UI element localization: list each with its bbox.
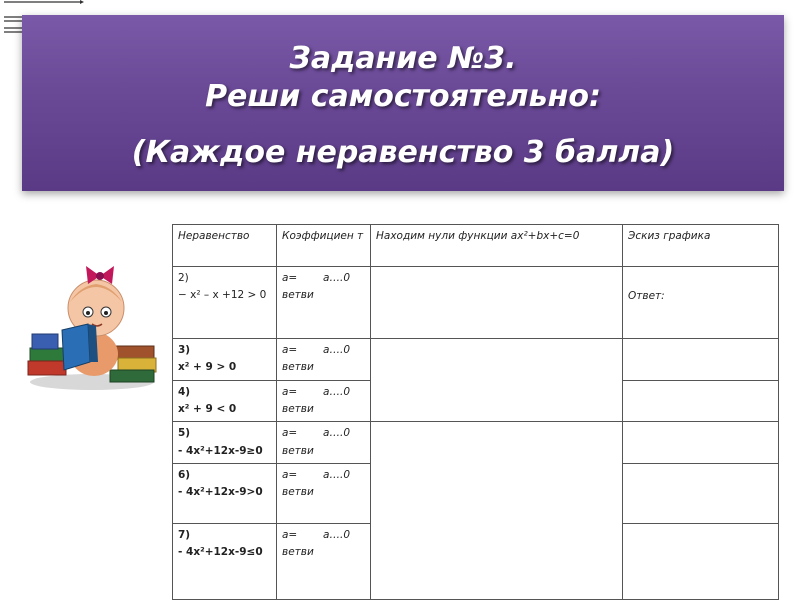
coef-dots: а….0: [323, 528, 350, 541]
coef-dots: а….0: [323, 385, 350, 398]
coef-a: а=: [282, 468, 298, 481]
inequality-cell: [173, 380, 277, 422]
table-header-row: [173, 225, 779, 267]
inequality-cell: [173, 267, 277, 339]
inequality-expr: − x² – x +12 > 0: [178, 289, 267, 302]
inequality-cell: [173, 463, 277, 523]
coef-branches: ветви: [282, 486, 314, 499]
inequality-expr: - 4x²+12x-9≤0: [178, 546, 263, 559]
table-row: [173, 339, 779, 381]
sketch-cell[interactable]: [623, 422, 779, 464]
inequality-cell: [173, 422, 277, 464]
coef-a: а=: [282, 272, 298, 284]
sketch-cell[interactable]: [623, 380, 779, 422]
title-banner: [22, 15, 784, 191]
girl-reading-books-icon: [22, 262, 162, 392]
table-row: [173, 422, 779, 464]
coef-dots: а….0: [323, 272, 350, 284]
inequality-expr: - 4x²+12x-9≥0: [178, 444, 263, 457]
title-line-2: Реши самостоятельно:: [205, 79, 601, 114]
coefficient-cell: [277, 267, 371, 339]
sketch-cell[interactable]: [623, 267, 779, 339]
row-number: 5): [178, 427, 191, 440]
inequality-cell: [173, 339, 277, 381]
coef-dots: а….0: [323, 468, 350, 481]
coef-branches: ветви: [282, 402, 314, 415]
coefficient-cell: [277, 339, 371, 381]
sketch-cell[interactable]: [623, 523, 779, 599]
coef-a: а=: [282, 344, 298, 356]
row-number: 4): [178, 385, 191, 398]
sketch-cell[interactable]: [623, 463, 779, 523]
header-zeros: Находим нули функции ax²+bx+c=0: [371, 225, 623, 267]
inequality-expr: x² + 9 > 0: [178, 361, 237, 374]
coefficient-cell: [277, 463, 371, 523]
answer-label: Ответ:: [628, 290, 665, 302]
coef-dots: а….0: [323, 344, 350, 356]
coef-a: а=: [282, 427, 298, 440]
sketch-cell[interactable]: [623, 339, 779, 381]
inequalities-table: [172, 224, 779, 600]
title-line-3: (Каждое неравенство 3 балла): [131, 135, 675, 170]
header-sketch: Эскиз графика: [623, 225, 779, 267]
row-number: 6): [178, 468, 191, 481]
row-number: 3): [178, 344, 191, 356]
table-row: [173, 267, 779, 339]
coef-dots: а….0: [323, 427, 350, 440]
inequality-expr: - 4x²+12x-9>0: [178, 486, 263, 499]
coefficient-cell: [277, 422, 371, 464]
header-inequality: Неравенство: [173, 225, 277, 267]
coef-branches: ветви: [282, 289, 314, 302]
coef-a: а=: [282, 528, 298, 541]
coef-a: а=: [282, 385, 298, 398]
header-coefficient: Коэффициен т: [277, 225, 371, 267]
zeros-cell[interactable]: [371, 422, 623, 600]
coef-branches: ветви: [282, 546, 314, 559]
zeros-cell[interactable]: [371, 339, 623, 422]
title-line-1: Задание №3.: [289, 41, 517, 76]
zeros-cell[interactable]: [371, 267, 623, 339]
coefficient-cell: [277, 380, 371, 422]
coefficient-cell: [277, 523, 371, 599]
coef-branches: ветви: [282, 444, 314, 457]
coef-branches: ветви: [282, 361, 314, 374]
inequality-expr: x² + 9 < 0: [178, 402, 237, 415]
row-number: 7): [178, 528, 191, 541]
inequality-cell: [173, 523, 277, 599]
row-number: 2): [178, 272, 189, 284]
